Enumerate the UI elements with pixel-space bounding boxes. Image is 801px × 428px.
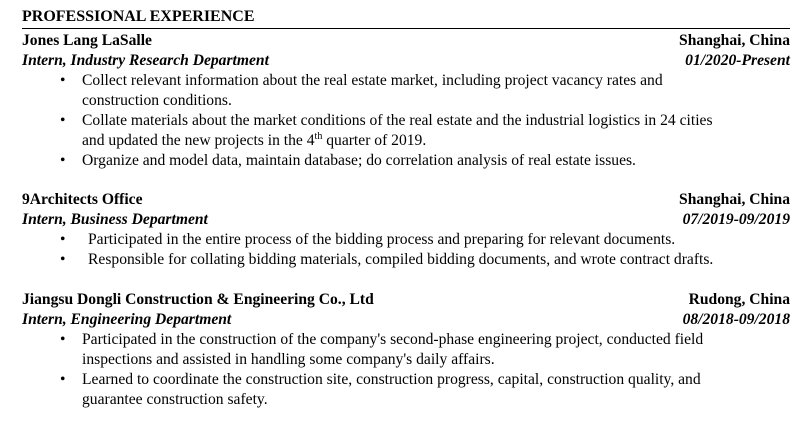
list-item: [22, 151, 790, 171]
list-item: [22, 230, 790, 250]
list-item: [22, 250, 790, 270]
job-entry: [22, 290, 790, 410]
list-item-text: Responsible for collating bidding materials, compiled bidding documents, and wrote contract drafts.: [88, 251, 714, 268]
job-header-row: [22, 290, 790, 310]
list-item: [22, 330, 790, 370]
section-title: PROFESSIONAL EXPERIENCE: [22, 7, 790, 29]
bullet-list: [22, 330, 790, 410]
job-role: Intern, Engineering Department: [22, 311, 232, 328]
job-role: Intern, Business Department: [22, 211, 208, 228]
company-name: Jones Lang LaSalle: [22, 32, 152, 49]
company-name: 9Architects Office: [22, 191, 143, 208]
list-item-text: Participated in the construction of the company's second-phase engineering project, conducted field: [82, 331, 704, 348]
list-item: [22, 370, 790, 410]
job-dates: 07/2019-09/2019: [682, 211, 790, 228]
company-name: Jiangsu Dongli Construction & Engineering Co., Ltd: [22, 291, 374, 308]
bullet-icon: •: [60, 231, 66, 248]
bullet-icon: •: [60, 251, 66, 268]
bullet-icon: •: [60, 112, 66, 129]
list-item: [22, 71, 790, 111]
job-role: Intern, Industry Research Department: [22, 52, 269, 69]
job-location: Shanghai, China: [679, 191, 790, 208]
bullet-list: [22, 71, 790, 171]
bullet-list: [22, 230, 790, 270]
job-location: Shanghai, China: [679, 32, 790, 49]
list-item-text: and updated the new projects in the 4: [82, 132, 315, 149]
list-item-text: guarantee construction safety.: [82, 391, 268, 408]
list-item-text: quarter of 2019.: [322, 132, 427, 149]
list-item-text: inspections and assisted in handling some company's daily affairs.: [82, 351, 495, 368]
bullet-icon: •: [60, 152, 66, 169]
list-item-text: Organize and model data, maintain database; do correlation analysis of real estate issues.: [82, 152, 636, 169]
job-location: Rudong, China: [688, 291, 790, 308]
job-entry: [22, 31, 790, 171]
list-item-text: Collate materials about the market conditions of the real estate and the industrial logistics in 24 cities: [82, 112, 713, 129]
bullet-icon: •: [60, 72, 66, 89]
job-entry: [22, 190, 790, 270]
ordinal-suffix: th: [314, 130, 323, 142]
list-item: [22, 111, 790, 151]
job-dates: 01/2020-Present: [685, 52, 790, 69]
bullet-icon: •: [60, 371, 66, 388]
job-header-row: [22, 31, 790, 51]
job-role-row: [22, 51, 790, 71]
list-item-text: Participated in the entire process of the bidding process and preparing for relevant documents.: [88, 231, 676, 248]
list-item-text: construction conditions.: [82, 92, 232, 109]
bullet-icon: •: [60, 331, 66, 348]
job-role-row: [22, 210, 790, 230]
job-dates: 08/2018-09/2018: [682, 311, 790, 328]
list-item-text: Collect relevant information about the real estate market, including project vacancy rates and: [82, 72, 663, 89]
job-header-row: [22, 190, 790, 210]
job-role-row: [22, 310, 790, 330]
list-item-text: Learned to coordinate the construction site, construction progress, capital, construction quality, and: [82, 371, 701, 388]
